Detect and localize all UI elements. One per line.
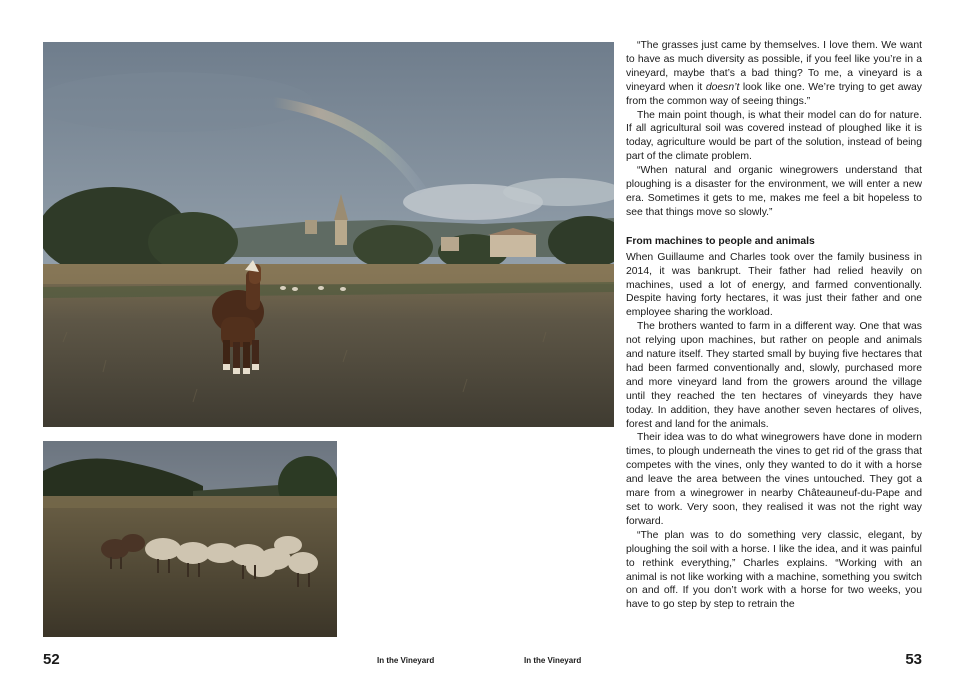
body-paragraph: “When natural and organic winegrowers understand that ploughing is a disaster for the environment, we will enter a new era. Sometimes it gets to me, makes me feel a bit hopeless to see that things move so slowly.”: [626, 165, 922, 218]
running-title-left: In the Vineyard: [377, 656, 435, 665]
section-heading: From machines to people and animals: [626, 235, 815, 247]
sheep-flock-photo: [43, 441, 337, 637]
body-paragraph: Their idea was to do what winegrowers have done in modern times, to plough underneath the vines to get rid of the grass that competes with the vines, only they wanted to do it with a horse and leave the area between the vines untouched. They got a mare from a winegrower in nearby Châteauneuf-du-Pape and set to work. Very soon, they realised it was not the right way forward.: [626, 432, 922, 527]
running-title-right: In the Vineyard: [524, 656, 582, 665]
quote-paragraph: “The grasses just came by themselves. I love them. We want to have as much diversity as possible, if you feel like you’re in a vineyard, maybe that’s a bad thing? To me, a vineyard is a vineyard when it doesn’t look like one. We’re trying to get away from the common way of seeing things.”: [626, 40, 922, 107]
body-paragraph: The main point though, is what their model can do for nature. If all agricultural soil was covered instead of ploughed like it is today, agriculture would be part of the solution, instead of being part of the climate problem.: [626, 109, 922, 163]
article-text-column: [626, 39, 922, 612]
body-paragraph: “The plan was to do something very classic, elegant, by ploughing the soil with a horse. I like the idea, and it was painful to rethink everything,” Charles explains. “Working with an animal is not like working with a machine, something you switch on and off. If you don’t work with a horse for two weeks, you have to go step by step to retrain the: [626, 529, 922, 611]
page-number-left: 52: [43, 651, 60, 668]
page-number-right: 53: [905, 651, 922, 668]
body-paragraph: The brothers wanted to farm in a different way. One that was not relying upon machines, but rather on people and animals and nature itself. They started small by buying five hectares that had been farmed conventionally and, slowly, purchased more and more vineyard land from the growers around the village until they reached the ten hectares of vineyards they have today. In addition, they have another seven hectares of olives, forest and land for the animals.: [626, 321, 922, 430]
body-paragraph: When Guillaume and Charles took over the family business in 2014, it was bankrupt. Their father had relied heavily on machines, used a lot of energy, and farmed conventionally. Despite having forty hectares, it was just their father and one employee sharing the workload.: [626, 251, 922, 319]
horse-rainbow-vineyard-photo: [43, 42, 614, 427]
emphasis-text: doesn’t: [705, 81, 740, 93]
